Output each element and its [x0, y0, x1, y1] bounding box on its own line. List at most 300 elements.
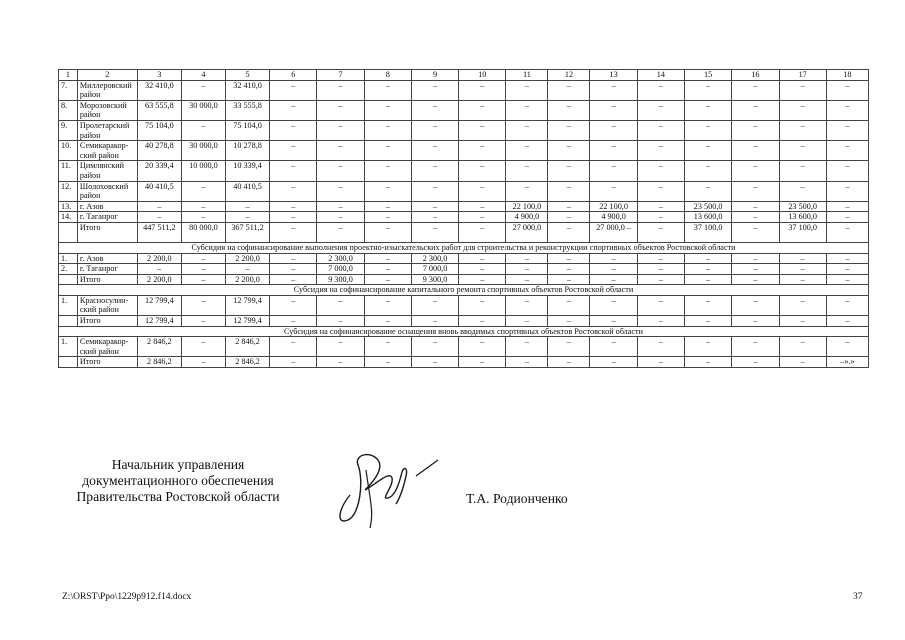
- amount-cell: –: [826, 212, 868, 223]
- amount-cell: 27 000,0 –: [590, 222, 637, 242]
- amount-cell: –: [459, 80, 506, 100]
- municipality-cell: г. Таганрог: [77, 212, 137, 223]
- amount-cell: –: [506, 80, 548, 100]
- section-heading: Субсидия на софинансирование оснащения вновь вводимых спортивных объектов Ростовской области: [59, 326, 869, 337]
- table-row: [59, 264, 869, 275]
- amount-cell: –: [637, 80, 684, 100]
- amount-cell: –: [270, 120, 317, 140]
- amount-cell: –: [411, 316, 458, 327]
- amount-cell: –: [685, 120, 732, 140]
- amount-cell: –: [317, 141, 364, 161]
- municipality-cell: Итого: [77, 222, 137, 242]
- amount-cell: –: [317, 181, 364, 201]
- table-row: [59, 201, 869, 212]
- amount-cell: –: [826, 274, 868, 285]
- amount-cell: –: [637, 222, 684, 242]
- table-row: [59, 295, 869, 315]
- amount-cell: 22 100,0: [506, 201, 548, 212]
- amount-cell: –: [411, 161, 458, 181]
- amount-cell: –: [137, 212, 181, 223]
- amount-cell: –: [826, 222, 868, 242]
- amount-cell: –: [826, 264, 868, 275]
- amount-cell: –: [411, 80, 458, 100]
- amount-cell: –: [459, 120, 506, 140]
- amount-cell: –: [270, 212, 317, 223]
- amount-cell: 447 511,2: [137, 222, 181, 242]
- row-number-cell: [59, 316, 78, 327]
- column-number-cell: 13: [590, 70, 637, 81]
- amount-cell: 10 339,4: [226, 161, 270, 181]
- section-heading-row: [59, 285, 869, 296]
- amount-cell: –: [826, 295, 868, 315]
- amount-cell: –: [270, 141, 317, 161]
- amount-cell: –: [270, 222, 317, 242]
- amount-cell: –: [637, 181, 684, 201]
- amount-cell: –: [364, 316, 411, 327]
- municipality-cell: Миллеровский район: [77, 80, 137, 100]
- amount-cell: –: [181, 337, 225, 357]
- amount-cell: –: [732, 141, 779, 161]
- amount-cell: –: [181, 253, 225, 264]
- amount-cell: –: [548, 295, 590, 315]
- amount-cell: –: [317, 357, 364, 368]
- amount-cell: –: [270, 264, 317, 275]
- amount-cell: –: [411, 100, 458, 120]
- amount-cell: –: [590, 316, 637, 327]
- amount-cell: –: [548, 161, 590, 181]
- amount-cell: –: [637, 212, 684, 223]
- amount-cell: 2 300,0: [317, 253, 364, 264]
- amount-cell: –: [317, 201, 364, 212]
- amount-cell: –: [270, 337, 317, 357]
- table-row: [59, 100, 869, 120]
- amount-cell: 12 799,4: [137, 316, 181, 327]
- section-heading: Субсидия на софинансирование капитального ремонта спортивных объектов Ростовской области: [59, 285, 869, 296]
- amount-cell: –: [364, 357, 411, 368]
- amount-cell: –: [181, 264, 225, 275]
- amount-cell: –: [270, 253, 317, 264]
- amount-cell: 2 200,0: [226, 274, 270, 285]
- signatory-position: [58, 457, 298, 505]
- amount-cell: –: [181, 295, 225, 315]
- amount-cell: –: [364, 222, 411, 242]
- amount-cell: –: [685, 100, 732, 120]
- amount-cell: 30 000,0: [181, 100, 225, 120]
- amount-cell: –: [590, 357, 637, 368]
- amount-cell: –: [459, 316, 506, 327]
- signatory-position-line: Правительства Ростовской области: [76, 489, 280, 504]
- amount-cell: 75 104,0: [226, 120, 270, 140]
- column-number-cell: 18: [826, 70, 868, 81]
- amount-cell: –: [732, 100, 779, 120]
- amount-cell: –: [459, 212, 506, 223]
- amount-cell: –: [459, 181, 506, 201]
- amount-cell: 32 410,0: [137, 80, 181, 100]
- amount-cell: 63 555,8: [137, 100, 181, 120]
- row-number-cell: 10.: [59, 141, 78, 161]
- amount-cell: –: [590, 274, 637, 285]
- amount-cell: –: [364, 161, 411, 181]
- amount-cell: –: [270, 100, 317, 120]
- amount-cell: –: [270, 357, 317, 368]
- column-number-cell: 5: [226, 70, 270, 81]
- amount-cell: –: [779, 316, 826, 327]
- municipality-cell: г. Азов: [77, 201, 137, 212]
- amount-cell: –: [181, 274, 225, 285]
- row-number-cell: 8.: [59, 100, 78, 120]
- amount-cell: 2 200,0: [137, 274, 181, 285]
- amount-cell: –: [590, 295, 637, 315]
- amount-cell: –: [548, 264, 590, 275]
- amount-cell: –: [826, 181, 868, 201]
- amount-cell: –: [637, 100, 684, 120]
- amount-cell: –: [411, 120, 458, 140]
- amount-cell: –: [732, 253, 779, 264]
- amount-cell: –: [459, 357, 506, 368]
- amount-cell: 10 278,8: [226, 141, 270, 161]
- amount-cell: 12 799,4: [226, 316, 270, 327]
- amount-cell: –: [506, 120, 548, 140]
- amount-cell: 40 410,5: [226, 181, 270, 201]
- column-number-cell: 8: [364, 70, 411, 81]
- row-number-cell: [59, 357, 78, 368]
- amount-cell: –: [270, 316, 317, 327]
- amount-cell: 10 000,0: [181, 161, 225, 181]
- amount-cell: –: [364, 141, 411, 161]
- amount-cell: –: [548, 316, 590, 327]
- amount-cell: –: [364, 100, 411, 120]
- row-number-cell: 1.: [59, 253, 78, 264]
- amount-cell: –: [826, 337, 868, 357]
- amount-cell: –: [548, 181, 590, 201]
- amount-cell: –: [226, 201, 270, 212]
- amount-cell: –: [732, 274, 779, 285]
- amount-cell: –: [548, 141, 590, 161]
- amount-cell: 13 600,0: [779, 212, 826, 223]
- column-number-cell: 17: [779, 70, 826, 81]
- amount-cell: –: [685, 161, 732, 181]
- signature-stroke: [340, 455, 407, 521]
- amount-cell: –: [548, 201, 590, 212]
- amount-cell: –: [732, 337, 779, 357]
- amount-cell: –: [506, 141, 548, 161]
- amount-cell: –: [270, 201, 317, 212]
- amount-cell: 4 900,0: [590, 212, 637, 223]
- amount-cell: 2 200,0: [137, 253, 181, 264]
- section-heading: Субсидия на софинансирование выполнения проектно-изыскательских работ для строительства и реконструкции спортивных объектов Ростовской области: [59, 242, 869, 253]
- amount-cell: –: [317, 295, 364, 315]
- amount-cell: 367 511,2: [226, 222, 270, 242]
- amount-cell: 33 555,8: [226, 100, 270, 120]
- amount-cell: –: [459, 100, 506, 120]
- amount-cell: –: [364, 274, 411, 285]
- column-number-cell: 12: [548, 70, 590, 81]
- amount-cell: –: [506, 337, 548, 357]
- amount-cell: 13 600,0: [685, 212, 732, 223]
- amount-cell: –: [181, 357, 225, 368]
- amount-cell: –: [506, 295, 548, 315]
- amount-cell: –: [506, 253, 548, 264]
- amount-cell: –: [548, 222, 590, 242]
- amount-cell: –: [732, 357, 779, 368]
- amount-cell: –: [181, 201, 225, 212]
- municipality-cell: Итого: [77, 316, 137, 327]
- amount-cell: –: [364, 181, 411, 201]
- amount-cell: –: [411, 181, 458, 201]
- section-heading-row: [59, 326, 869, 337]
- amount-cell: –: [364, 212, 411, 223]
- amount-cell: –: [779, 274, 826, 285]
- amount-cell: 2 846,2: [137, 337, 181, 357]
- amount-cell: –: [364, 80, 411, 100]
- municipality-cell: Семикаракор-ский район: [77, 337, 137, 357]
- amount-cell: –: [506, 181, 548, 201]
- amount-cell: –: [779, 337, 826, 357]
- column-number-cell: 15: [685, 70, 732, 81]
- amount-cell: –: [317, 100, 364, 120]
- amount-cell: 12 799,4: [137, 295, 181, 315]
- amount-cell: –: [637, 264, 684, 275]
- municipality-cell: Пролетарский район: [77, 120, 137, 140]
- table-row: [59, 212, 869, 223]
- amount-cell: –: [590, 100, 637, 120]
- amount-cell: –: [685, 337, 732, 357]
- amount-cell: 7 000,0: [317, 264, 364, 275]
- amount-cell: –: [506, 274, 548, 285]
- amount-cell: –: [181, 316, 225, 327]
- row-number-cell: 1.: [59, 337, 78, 357]
- amount-cell: –: [411, 212, 458, 223]
- amount-cell: –: [411, 357, 458, 368]
- amount-cell: –: [685, 181, 732, 201]
- amount-cell: –: [590, 181, 637, 201]
- amount-cell: –: [779, 357, 826, 368]
- amount-cell: 37 100,0: [685, 222, 732, 242]
- column-number-cell: 10: [459, 70, 506, 81]
- amount-cell: –: [637, 201, 684, 212]
- municipality-cell: Шолоховский район: [77, 181, 137, 201]
- amount-cell: –: [779, 100, 826, 120]
- amount-cell: –: [732, 201, 779, 212]
- row-number-cell: 7.: [59, 80, 78, 100]
- amount-cell: –: [364, 264, 411, 275]
- column-number-cell: 11: [506, 70, 548, 81]
- amount-cell: 37 100,0: [779, 222, 826, 242]
- amount-cell: 20 339,4: [137, 161, 181, 181]
- amount-cell: –: [317, 161, 364, 181]
- amount-cell: –: [411, 201, 458, 212]
- amount-cell: –: [590, 161, 637, 181]
- header-row: [59, 70, 869, 81]
- amount-cell: 12 799,4: [226, 295, 270, 315]
- total-row: [59, 316, 869, 327]
- amount-cell: –: [826, 141, 868, 161]
- total-row: [59, 357, 869, 368]
- amount-cell: –: [459, 253, 506, 264]
- amount-cell: –: [137, 201, 181, 212]
- amount-cell: 4 900,0: [506, 212, 548, 223]
- amount-cell: 2 846,2: [137, 357, 181, 368]
- amount-cell: –: [548, 212, 590, 223]
- amount-cell: –: [459, 337, 506, 357]
- amount-cell: –: [732, 222, 779, 242]
- amount-cell: –: [317, 222, 364, 242]
- municipality-cell: г. Азов: [77, 253, 137, 264]
- amount-cell: –: [459, 264, 506, 275]
- row-number-cell: 1.: [59, 295, 78, 315]
- amount-cell: –: [226, 212, 270, 223]
- table-row: [59, 120, 869, 140]
- amount-cell: –: [779, 80, 826, 100]
- amount-cell: –: [181, 80, 225, 100]
- amount-cell: –: [548, 337, 590, 357]
- table-row: [59, 80, 869, 100]
- amount-cell: –: [270, 181, 317, 201]
- amount-cell: 2 300,0: [411, 253, 458, 264]
- amount-cell: 40 278,8: [137, 141, 181, 161]
- table-row: [59, 141, 869, 161]
- row-number-cell: 11.: [59, 161, 78, 181]
- signatory-position-line: документационного обеспечения: [82, 473, 274, 488]
- amount-cell: –: [270, 80, 317, 100]
- table-row: [59, 181, 869, 201]
- amount-cell: 2 200,0: [226, 253, 270, 264]
- amount-cell: –: [685, 264, 732, 275]
- amount-cell: –: [637, 295, 684, 315]
- amount-cell: –: [732, 161, 779, 181]
- amount-cell: –: [732, 181, 779, 201]
- amount-cell: –: [826, 120, 868, 140]
- amount-cell: –: [685, 141, 732, 161]
- section-heading-row: [59, 242, 869, 253]
- amount-cell: –: [459, 201, 506, 212]
- column-number-cell: 7: [317, 70, 364, 81]
- amount-cell: –: [364, 253, 411, 264]
- amount-cell: –: [317, 316, 364, 327]
- amount-cell: –: [779, 264, 826, 275]
- amount-cell: –: [779, 161, 826, 181]
- amount-cell: 40 410,5: [137, 181, 181, 201]
- amount-cell: –: [270, 295, 317, 315]
- table-row: [59, 161, 869, 181]
- amount-cell: –: [506, 161, 548, 181]
- amount-cell: –: [685, 253, 732, 264]
- total-row: [59, 222, 869, 242]
- municipality-cell: Цимлянский район: [77, 161, 137, 181]
- amount-cell: –: [779, 141, 826, 161]
- amount-cell: –: [637, 337, 684, 357]
- amount-cell: –: [732, 264, 779, 275]
- amount-cell: –: [732, 316, 779, 327]
- amount-cell: –: [637, 120, 684, 140]
- amount-cell: –: [411, 295, 458, 315]
- amount-cell: –: [590, 120, 637, 140]
- handwritten-signature: [330, 440, 440, 530]
- amount-cell: –: [637, 274, 684, 285]
- amount-cell: –: [270, 274, 317, 285]
- amount-cell: –: [826, 253, 868, 264]
- amount-cell: –: [548, 100, 590, 120]
- amount-cell: –: [732, 212, 779, 223]
- amount-cell: –: [506, 357, 548, 368]
- amount-cell: –: [548, 80, 590, 100]
- amount-cell: –: [826, 161, 868, 181]
- row-number-cell: 9.: [59, 120, 78, 140]
- row-number-cell: 13.: [59, 201, 78, 212]
- amount-cell: –: [459, 295, 506, 315]
- municipality-cell: Морозовский район: [77, 100, 137, 120]
- table-row: [59, 337, 869, 357]
- amount-cell: 75 104,0: [137, 120, 181, 140]
- amount-cell: –: [779, 295, 826, 315]
- municipality-cell: Итого: [77, 357, 137, 368]
- column-number-cell: 14: [637, 70, 684, 81]
- signatory-name: Т.А. Родионченко: [466, 491, 568, 506]
- amount-cell: –: [685, 357, 732, 368]
- amount-cell: –: [506, 264, 548, 275]
- amount-cell: 22 100,0: [590, 201, 637, 212]
- row-number-cell: 12.: [59, 181, 78, 201]
- amount-cell: –: [548, 274, 590, 285]
- municipality-cell: Итого: [77, 274, 137, 285]
- amount-cell: –: [779, 253, 826, 264]
- amount-cell: –: [181, 181, 225, 201]
- amount-cell: –: [226, 264, 270, 275]
- amount-cell: 30 000,0: [181, 141, 225, 161]
- column-number-cell: 9: [411, 70, 458, 81]
- amount-cell: –: [826, 80, 868, 100]
- column-number-cell: 1: [59, 70, 78, 81]
- amount-cell: 23 500,0: [685, 201, 732, 212]
- amount-cell: –: [590, 141, 637, 161]
- amount-cell: –: [137, 264, 181, 275]
- amount-cell: –: [411, 141, 458, 161]
- total-row: [59, 274, 869, 285]
- amount-cell: –: [459, 141, 506, 161]
- amount-cell: –: [459, 161, 506, 181]
- amount-cell: –: [317, 212, 364, 223]
- amount-cell: –: [637, 141, 684, 161]
- column-number-cell: 6: [270, 70, 317, 81]
- amount-cell: –: [590, 80, 637, 100]
- signatory-position-line: Начальник управления: [111, 457, 245, 472]
- amount-cell: –: [685, 80, 732, 100]
- row-number-cell: [59, 274, 78, 285]
- amount-cell: –: [685, 274, 732, 285]
- amount-cell: –: [779, 181, 826, 201]
- amount-cell: 27 000,0: [506, 222, 548, 242]
- column-number-cell: 3: [137, 70, 181, 81]
- amount-cell: –: [732, 80, 779, 100]
- amount-cell: –: [317, 80, 364, 100]
- municipality-cell: г. Таганрог: [77, 264, 137, 275]
- signature-stroke: [366, 470, 372, 528]
- row-number-cell: 2.: [59, 264, 78, 275]
- amount-cell: –: [181, 120, 225, 140]
- footer-file-path: Z:\ORST\Ppo\1229p912.f14.docx: [62, 592, 192, 602]
- amount-cell: –: [317, 337, 364, 357]
- amount-cell: –: [506, 100, 548, 120]
- amount-cell: –: [364, 295, 411, 315]
- amount-cell: –: [548, 120, 590, 140]
- amount-cell: 9 300,0: [317, 274, 364, 285]
- amount-cell: –: [459, 274, 506, 285]
- amount-cell: –: [181, 212, 225, 223]
- page-number: 37: [853, 592, 863, 602]
- amount-cell: –: [548, 357, 590, 368]
- amount-cell: –: [637, 161, 684, 181]
- amount-cell: –: [826, 100, 868, 120]
